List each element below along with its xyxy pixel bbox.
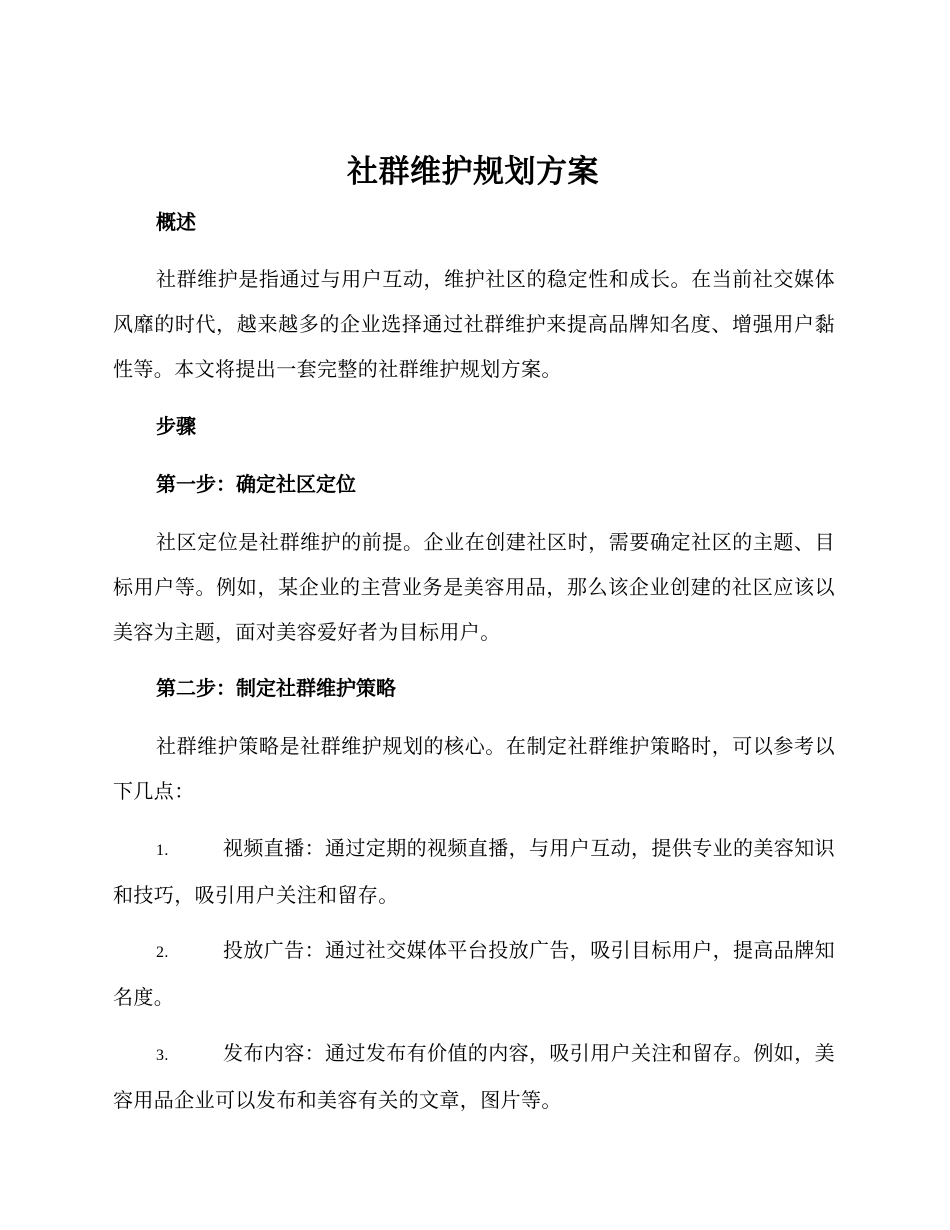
document-title: 社群维护规划方案 <box>347 154 599 190</box>
section-heading-overview: 概述 <box>156 210 196 234</box>
list-item <box>113 826 835 918</box>
list-item-number: 2. <box>156 944 169 961</box>
step2-paragraph: 社群维护策略是社群维护规划的核心。在制定社群维护策略时，可以参考以下几点： <box>113 734 835 803</box>
step1-paragraph: 社区定位是社群维护的前提。企业在创建社区时，需要确定社区的主题、目标用户等。例如，某企业的主营业务是美容用品，那么该企业创建的社区应该以美容为主题，面对美容爱好者为目标用户。 <box>113 530 835 644</box>
list-item-text: 发布内容：通过发布有价值的内容，吸引用户关注和留存。例如，美容用品企业可以发布和美容有关的文章，图片等。 <box>113 1041 835 1112</box>
step1-heading: 第一步：确定社区定位 <box>156 472 356 496</box>
list-item <box>113 928 835 1020</box>
section-heading-steps: 步骤 <box>156 414 196 438</box>
list-item <box>113 1031 835 1123</box>
list-item-text: 投放广告：通过社交媒体平台投放广告，吸引目标用户，提高品牌知名度。 <box>113 938 835 1009</box>
step2-heading: 第二步：制定社群维护策略 <box>156 676 396 700</box>
list-item-number: 3. <box>156 1047 169 1064</box>
list-item-number: 1. <box>156 842 169 859</box>
overview-paragraph: 社群维护是指通过与用户互动，维护社区的稳定性和成长。在当前社交媒体风靡的时代，越来越多的企业选择通过社群维护来提高品牌知名度、增强用户黏性等。本文将提出一套完整的社群维护规划方案。 <box>113 267 835 381</box>
list-item-text: 视频直播：通过定期的视频直播，与用户互动，提供专业的美容知识和技巧，吸引用户关注和留存。 <box>113 836 835 907</box>
